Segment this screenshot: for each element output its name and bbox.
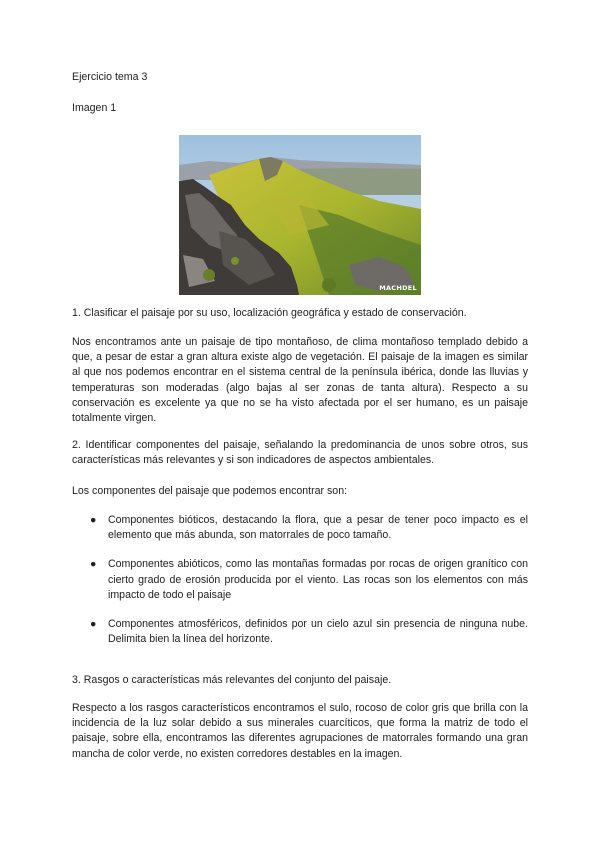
answer-1: Nos encontramos ante un paisaje de tipo montañoso, de clima montañoso templado debido a que, a pesar de estar a gran altura existe algo de vegetación. El paisaje de la imagen es similar al que nos podemos encontrar en el sistema central de la península ibérica, donde las lluvias y temperaturas son moderadas (algo bajas al ser zonas de tanta altura). Respecto a su conservación es excelente ya que no se ha visto afectada por el ser humano, es un paisaje totalmente virgen. (72, 336, 528, 425)
question-3: 3. Rasgos o características más relevantes del conjunto del paisaje. (72, 674, 392, 686)
question-1: 1. Clasificar el paisaje por su uso, localización geográfica y estado de conservación. (72, 307, 467, 319)
bullet-icon: ● (90, 618, 97, 631)
image-label: Imagen 1 (72, 102, 117, 114)
bullet-text: Componentes abióticos, como las montañas formadas por rocas de origen granítico con cierto grado de erosión producida por el viento. Las rocas son los elementos con más impacto de todo el paisaje (108, 558, 528, 601)
bullet-text: Componentes atmosféricos, definidos por un cielo azul sin presencia de ninguna nube. Delimita bien la línea del horizonte. (108, 618, 528, 646)
list-item (90, 557, 528, 603)
mountain-landscape-photo (179, 135, 421, 295)
photo-watermark: MACHDEL (379, 284, 417, 292)
document-title: Ejercicio tema 3 (72, 71, 148, 83)
components-intro: Los componentes del paisaje que podemos encontrar son: (72, 485, 348, 497)
answer-3: Respecto a los rasgos característicos encontramos el sulo, rocoso de color gris que brilla con la incidencia de la luz solar debido a sus minerales cuarcíticos, que forma la matriz de todo el paisaje, sobre ella, encontramos las diferentes agrupaciones de matorrales formando una gran mancha de color verde, no existen corredores destables en la imagen. (72, 702, 528, 760)
bullet-text: Componentes bióticos, destacando la flora, que a pesar de tener poco impacto es el elemento que más abunda, son matorrales de poco tamaño. (108, 514, 528, 542)
list-item (90, 617, 528, 647)
bullet-icon: ● (90, 558, 97, 571)
list-item (90, 513, 528, 543)
question-2: 2. Identificar componentes del paisaje, señalando la predominancia de unos sobre otros, sus características más relevantes y si son indicadores de aspectos ambientales. (72, 439, 528, 467)
components-list (90, 513, 528, 661)
bullet-icon: ● (90, 514, 97, 526)
